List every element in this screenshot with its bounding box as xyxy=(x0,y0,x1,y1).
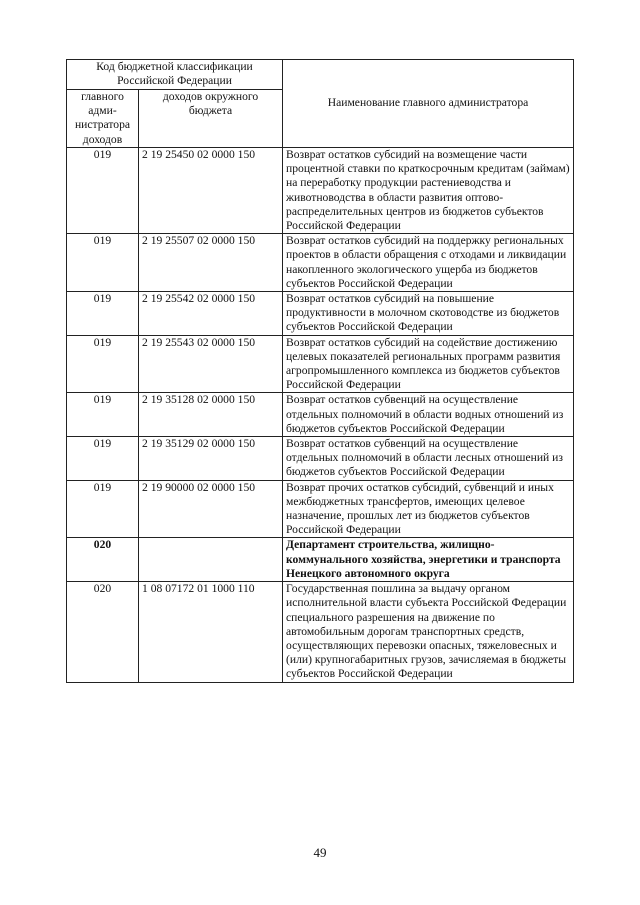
admin-code-cell: 019 xyxy=(67,480,139,538)
table-row xyxy=(67,292,574,336)
admin-code-cell: 019 xyxy=(67,393,139,437)
table-row xyxy=(67,437,574,481)
income-code-header: доходов окружного бюджета xyxy=(139,90,283,148)
admin-code-cell: 019 xyxy=(67,148,139,234)
admin-code-cell: 019 xyxy=(67,234,139,292)
admin-code-cell: 020 xyxy=(67,582,139,682)
administrator-name-cell: Возврат остатков субсидий на возмещение части процентной ставки по краткосрочным кредитам (займам) на переработку продукции растениеводства и животноводства в области развития оптово-распределительных центров из бюджетов субъектов Российской Федерации xyxy=(283,148,574,234)
department-heading-row xyxy=(67,538,574,582)
table-row xyxy=(67,234,574,292)
budget-code-group-header: Код бюджетной классификации Российской Федерации xyxy=(67,60,283,90)
income-code-cell: 2 19 25450 02 0000 150 xyxy=(139,148,283,234)
administrator-name-cell: Возврат остатков субсидий на повышение продуктивности в молочном скотоводстве из бюджетов субъектов Российской Федерации xyxy=(283,292,574,336)
table-row xyxy=(67,148,574,234)
budget-classification-table xyxy=(66,59,574,683)
administrator-name-cell: Возврат остатков субсидий на поддержку региональных проектов в области обращения с отходами и ликвидации накопленного экологического ущерба из бюджетов субъектов Российской Федерации xyxy=(283,234,574,292)
table-row xyxy=(67,582,574,682)
income-code-cell: 2 19 25542 02 0000 150 xyxy=(139,292,283,336)
income-code-cell: 2 19 35129 02 0000 150 xyxy=(139,437,283,481)
income-code-cell: 1 08 07172 01 1000 110 xyxy=(139,582,283,682)
administrator-name-cell: Возврат прочих остатков субсидий, субвенций и иных межбюджетных трансфертов, имеющих целевое назначение, прошлых лет из бюджетов субъектов Российской Федерации xyxy=(283,480,574,538)
income-code-cell: 2 19 90000 02 0000 150 xyxy=(139,480,283,538)
income-code-cell: 2 19 25507 02 0000 150 xyxy=(139,234,283,292)
admin-code-cell: 019 xyxy=(67,437,139,481)
administrator-name-cell: Государственная пошлина за выдачу органом исполнительной власти субъекта Российской Федерации специального разрешения на движение по автомобильным дорогам транспортных средств, осуществляющих перевозки опасных, тяжеловесных и (или) крупногабаритных грузов, зачисляемая в бюджеты субъектов Российской Федерации xyxy=(283,582,574,682)
administrator-name-header: Наименование главного администратора xyxy=(283,60,574,148)
income-code-cell: 2 19 25543 02 0000 150 xyxy=(139,335,283,393)
table-row xyxy=(67,335,574,393)
administrator-name-cell: Возврат остатков субсидий на содействие достижению целевых показателей региональных программ развития агропромышленного комплекса из бюджетов субъектов Российской Федерации xyxy=(283,335,574,393)
admin-code-cell: 019 xyxy=(67,335,139,393)
table-header-row-1 xyxy=(67,60,574,90)
table-row xyxy=(67,480,574,538)
admin-code-cell: 019 xyxy=(67,292,139,336)
income-code-cell xyxy=(139,538,283,582)
income-code-cell: 2 19 35128 02 0000 150 xyxy=(139,393,283,437)
admin-code-header: главного адми-нистратора доходов xyxy=(67,90,139,148)
department-name-cell: Департамент строительства, жилищно-коммунального хозяйства, энергетики и транспорта Ненецкого автономного округа xyxy=(283,538,574,582)
administrator-name-cell: Возврат остатков субвенций на осуществление отдельных полномочий в области лесных отношений из бюджетов субъектов Российской Федерации xyxy=(283,437,574,481)
page-number: 49 xyxy=(313,845,327,860)
administrator-name-cell: Возврат остатков субвенций на осуществление отдельных полномочий в области водных отношений из бюджетов субъектов Российской Федерации xyxy=(283,393,574,437)
admin-code-cell: 020 xyxy=(67,538,139,582)
table-row xyxy=(67,393,574,437)
